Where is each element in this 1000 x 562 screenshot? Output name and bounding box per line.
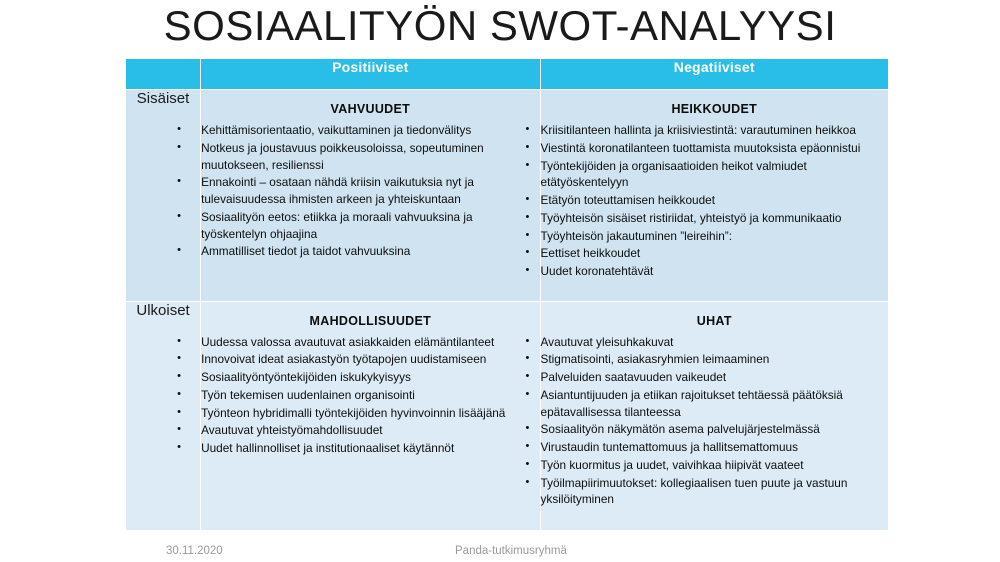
footer-date: 30.11.2020 <box>166 545 223 557</box>
list-item: • Työntekijöiden ja organisaatioiden heikot valmiudet etätyöskentelyyn <box>541 158 878 192</box>
list-item: • Ennakointi – osataan nähdä kriisin vaikutuksia nyt ja tulevaisuudessa ihmisten arkeen ja yhteiskuntaan <box>201 174 529 208</box>
list-item: • Ammatilliset tiedot ja taidot vahvuuksina <box>201 243 529 260</box>
footer-group-name: Panda-tutkimusryhmä <box>455 545 567 557</box>
table-row-internal <box>126 90 889 302</box>
section-heading-weaknesses: HEIKKOUDET <box>671 102 758 116</box>
cell-opportunities <box>201 301 540 530</box>
table-row-external <box>126 301 889 530</box>
list-item: • Avautuvat yhteistyömahdollisuudet <box>201 422 529 439</box>
list-item: • Avautuvat yleisuhkakuvat <box>541 334 878 351</box>
page-title: SOSIAALITYÖN SWOT-ANALYYSI <box>163 2 837 49</box>
row-label-internal: Sisäiset <box>126 90 201 302</box>
list-item: • Kehittämisorientaatio, vaikuttaminen ja tiedonvälitys <box>201 122 529 139</box>
opportunities-bullet-list <box>201 334 539 468</box>
list-item: • Asiantuntijuuden ja etiikan rajoitukset tehtäessä päätöksiä epätavallisessa tilanteessa <box>541 387 878 421</box>
list-item: • Sosiaalityön näkymätön asema palvelujärjestelmässä <box>541 421 878 438</box>
list-item: • Eettiset heikkoudet <box>541 245 878 262</box>
cell-threats <box>540 301 888 530</box>
list-item: • Työyhteisön sisäiset ristiriidat, yhteistyö ja kommunikaatio <box>541 210 878 227</box>
table-header-row <box>126 59 889 90</box>
list-item: • Sosiaalityöntyöntekijöiden iskukykyisyys <box>201 369 529 386</box>
column-header-negative: Negatiiviset <box>540 59 888 90</box>
list-item: • Uudet hallinnolliset ja institutionaaliset käytännöt <box>201 440 529 457</box>
threats-bullet-list <box>541 334 888 520</box>
strengths-bullet-list <box>201 122 539 271</box>
list-item: • Uudessa valossa avautuvat asiakkaiden elämäntilanteet <box>201 334 529 351</box>
list-item: • Palveluiden saatavuuden vaikeudet <box>541 369 878 386</box>
list-item: • Kriisitilanteen hallinta ja kriisiviestintä: varautuminen heikkoa <box>541 122 878 139</box>
list-item: • Notkeus ja joustavuus poikkeusoloissa, sopeutuminen muutokseen, resilienssi <box>201 140 529 174</box>
list-item: • Uudet koronatehtävät <box>541 263 878 280</box>
cell-weaknesses <box>540 90 888 302</box>
section-heading-strengths: VAHVUUDET <box>330 102 411 116</box>
list-item: • Stigmatisointi, asiakasryhmien leimaaminen <box>541 351 878 368</box>
list-item: • Työn tekemisen uudenlainen organisointi <box>201 387 529 404</box>
header-corner-cell <box>126 59 201 90</box>
list-item: • Sosiaalityön eetos: etiikka ja moraali vahvuuksina ja työskentelyn ohjaajina <box>201 209 529 243</box>
cell-strengths <box>201 90 540 302</box>
list-item: • Työnteon hybridimalli työntekijöiden hyvinvoinnin lisääjänä <box>201 405 529 422</box>
list-item: • Työn kuormitus ja uudet, vaivihkaa hiipivät vaateet <box>541 457 878 474</box>
list-item: • Innovoivat ideat asiakastyön työtapojen uudistamiseen <box>201 351 529 368</box>
list-item: • Työilmapiirimuutokset: kollegiaalisen tuen puute ja vastuun yksilöityminen <box>541 475 878 509</box>
swot-matrix-table <box>125 58 889 531</box>
column-header-positive: Positiiviset <box>201 59 540 90</box>
list-item: • Etätyön toteuttamisen heikkoudet <box>541 192 878 209</box>
section-heading-threats: UHAT <box>696 313 732 328</box>
weaknesses-bullet-list <box>541 122 888 291</box>
list-item: • Virustaudin tuntemattomuus ja hallitsemattomuus <box>541 439 878 456</box>
row-label-external: Ulkoiset <box>126 301 201 530</box>
list-item: • Työyhteisön jakautuminen ”leireihin”: <box>541 228 878 245</box>
section-heading-opportunities: MAHDOLLISUUDET <box>309 313 432 328</box>
list-item: • Viestintä koronatilanteen tuottamista muutoksista epäonnistui <box>541 140 878 157</box>
